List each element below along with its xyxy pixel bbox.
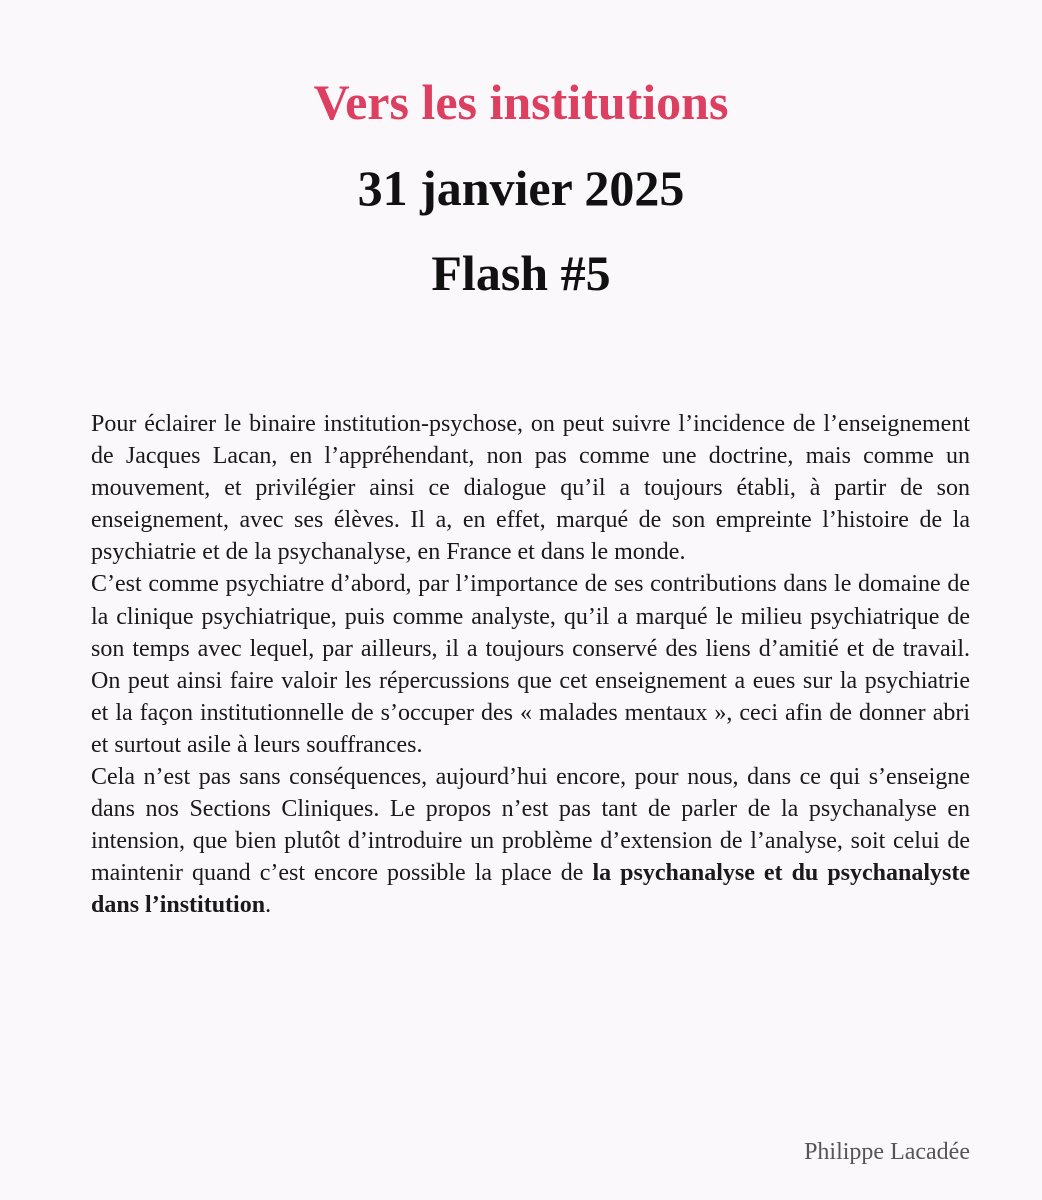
paragraph-3-end: . [265, 892, 272, 919]
issue-heading: Flash #5 [431, 245, 611, 301]
paragraph-1: Pour éclairer le binaire institution-psychose, on peut suivre l’incidence de l’enseignement de Jacques Lacan, en l’appréhendant, non pas comme une doctrine, mais comme un mouvement, et privilégier ainsi ce dialogue qu’il a toujours établi, à partir de son enseignement, avec ses élèves. Il a, en effet, marqué de son empreinte l’histoire de la psychiatrie et de la psychanalyse, en France et dans le monde. [91, 411, 970, 566]
paragraph-3-emphasis: la psychanalyse et du psychanalyste dans l’institution [91, 860, 970, 919]
page-title: Vers les institutions [313, 74, 729, 130]
paragraph-3 [91, 761, 970, 921]
paragraph-2: C’est comme psychiatre d’abord, par l’importance de ses contributions dans le domaine de la clinique psychiatrique, puis comme analyste, qu’il a marqué le milieu psychiatrique de son temps avec lequel, par ailleurs, il a toujours conservé des liens d’amitié et de travail. On peut ainsi faire valoir les répercussions que cet enseignement a eues sur la psychiatrie et la façon institutionnelle de s’occuper des « malades mentaux », ceci afin de donner abri et surtout asile à leurs souffrances. [91, 571, 970, 758]
author-signature: Philippe Lacadée [804, 1139, 970, 1165]
paragraph-3-text: Cela n’est pas sans conséquences, aujourd’hui encore, pour nous, dans ce qui s’enseigne dans nos Sections Cliniques. Le propos n’est pas tant de parler de la psychanalyse en intension, que bien plutôt d’introduire un problème d’extension de l’analyse, soit celui de maintenir quand c’est encore possible la place de [91, 764, 970, 887]
article-body [91, 408, 970, 922]
date-heading: 31 janvier 2025 [357, 160, 685, 216]
